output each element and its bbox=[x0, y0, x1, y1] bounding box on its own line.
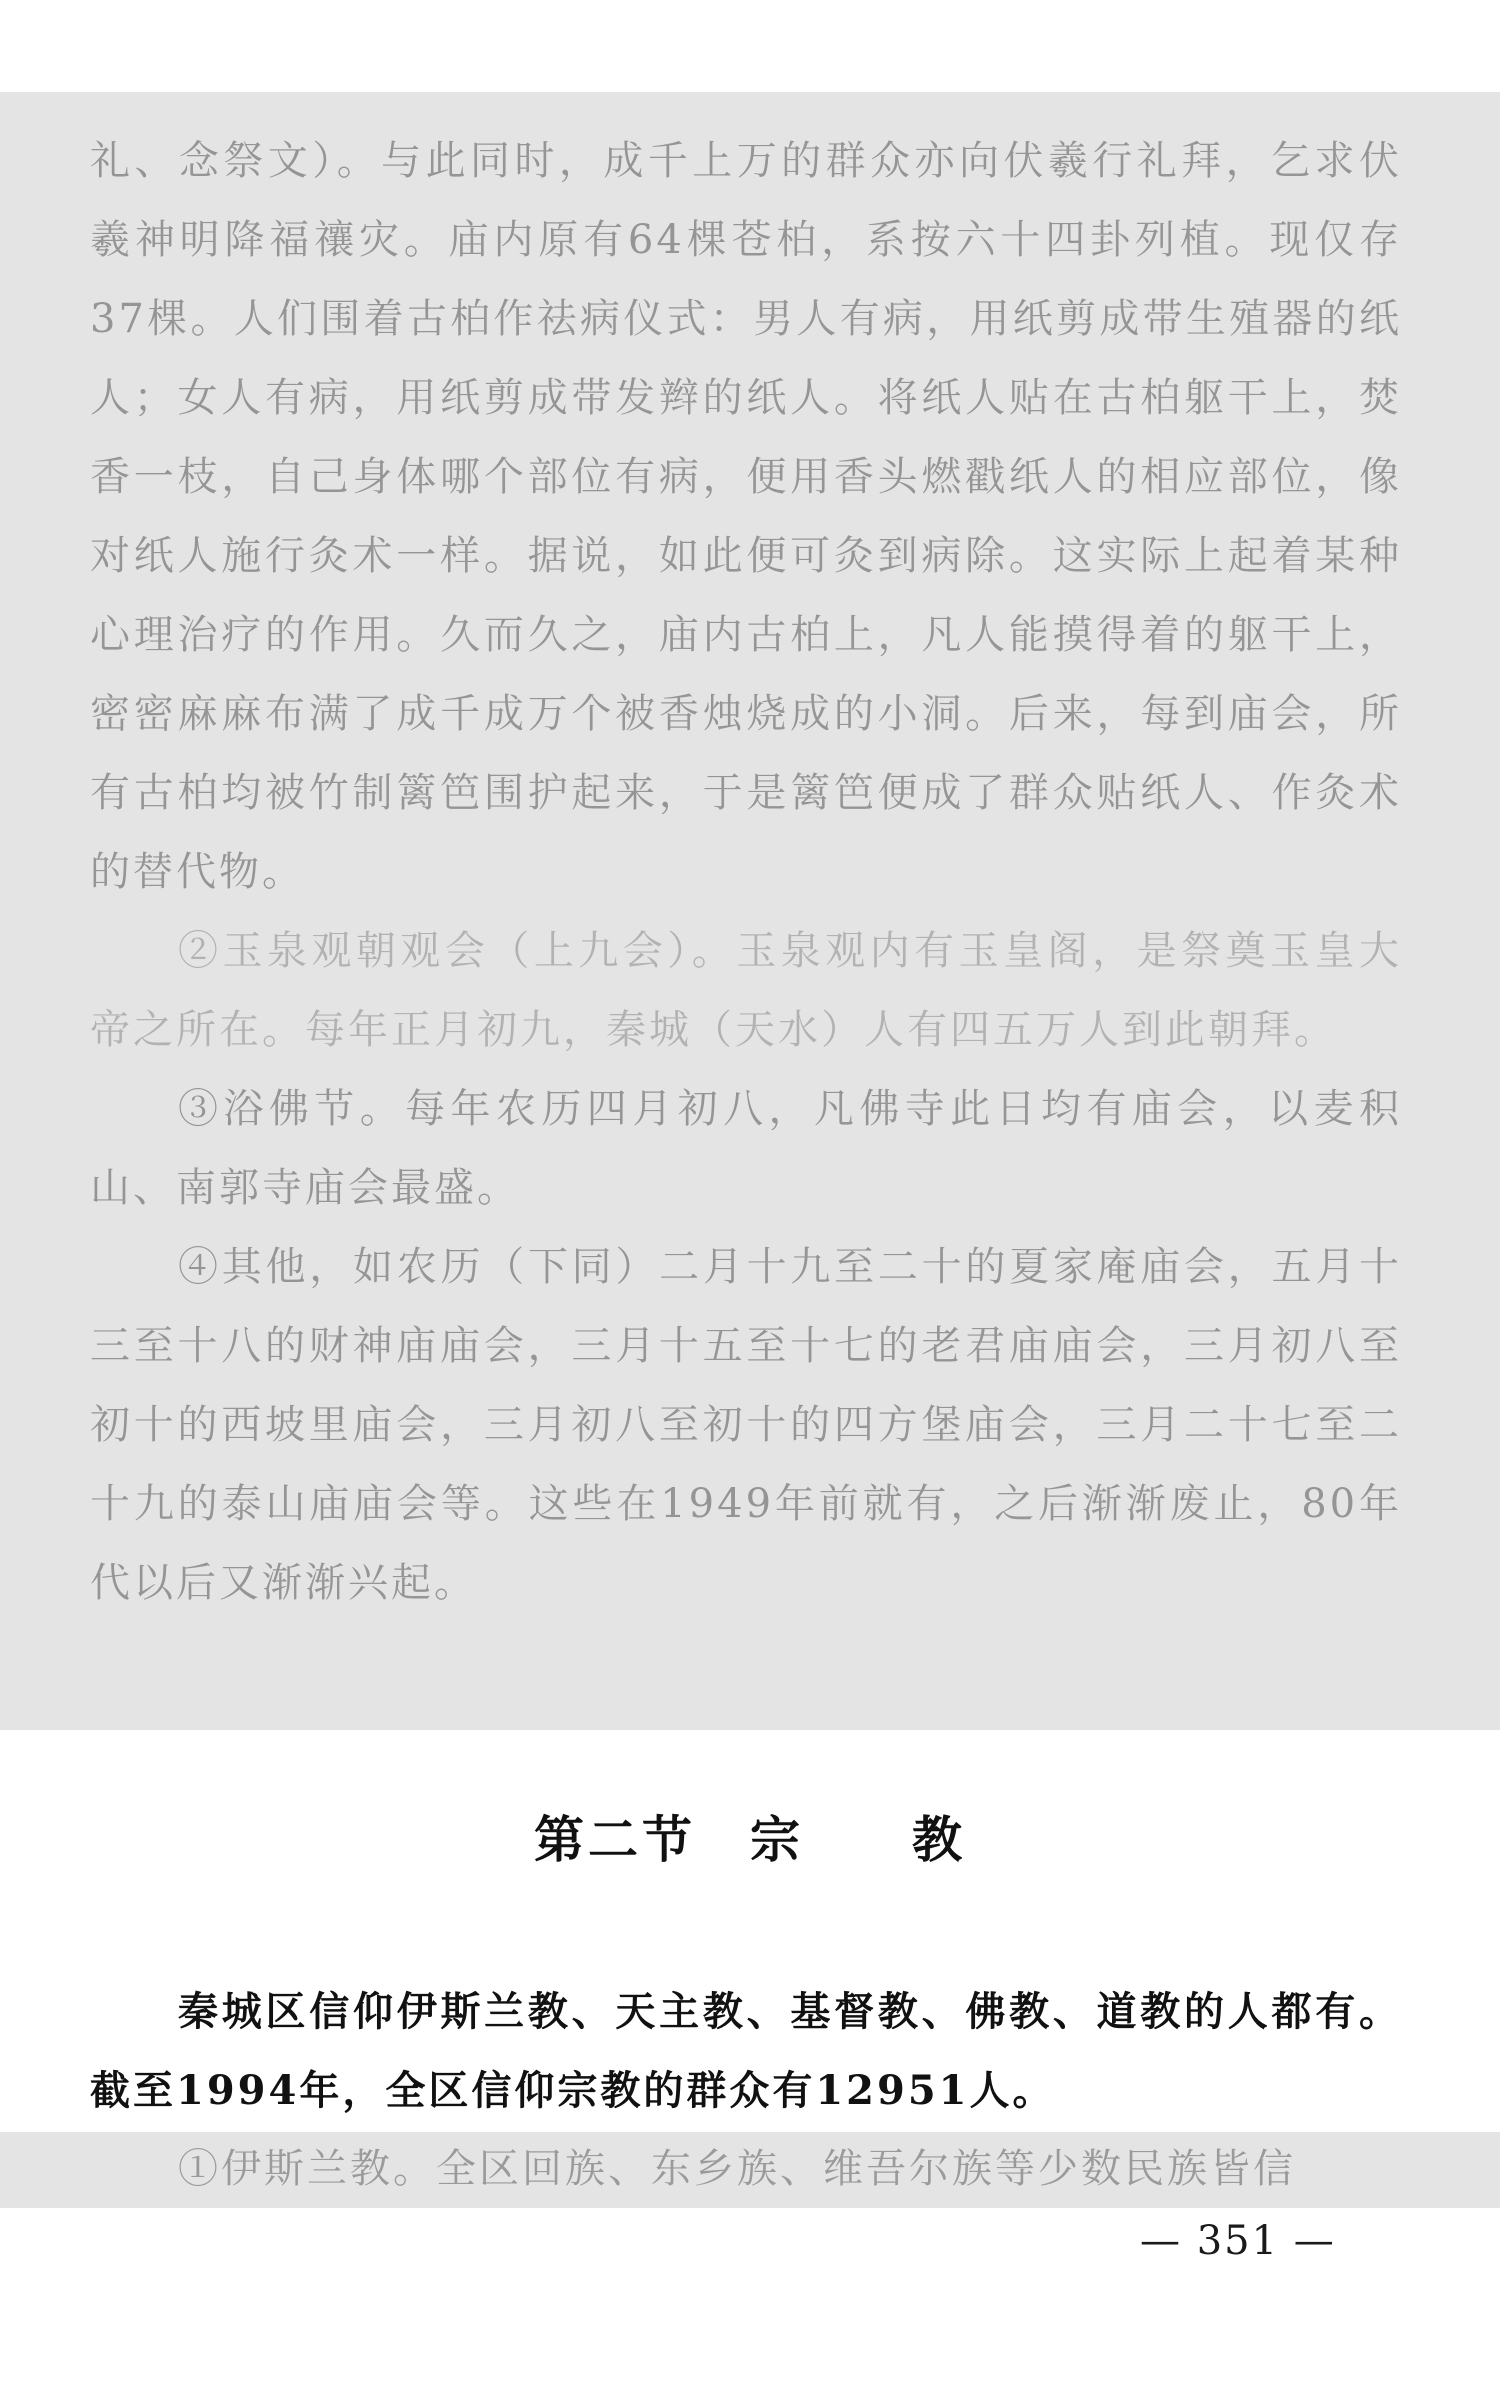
paragraph-islam: ①伊斯兰教。全区回族、东乡族、维吾尔族等少数民族皆信 bbox=[178, 2146, 1296, 2192]
page-number: — 351 — bbox=[1140, 2218, 1336, 2264]
body-text-block bbox=[90, 1972, 1402, 2130]
paragraph-buddha-bathing: ③浴佛节。每年农历四月初八，凡佛寺此日均有庙会，以麦积山、南郭寺庙会最盛。 bbox=[90, 1086, 1402, 1211]
paragraph-religion-intro: 秦城区信仰伊斯兰教、天主教、基督教、佛教、道教的人都有。截至1994年，全区信仰宗教的群众有12951人。 bbox=[90, 1988, 1402, 2114]
bottom-text-block bbox=[90, 2130, 1402, 2209]
top-text-block bbox=[90, 122, 1402, 1623]
paragraph-yuquan-guan: ②玉泉观朝观会（上九会）。玉泉观内有玉皇阁，是祭奠玉皇大帝之所在。每年正月初九，秦城（天水）人有四五万人到此朝拜。 bbox=[90, 928, 1402, 1053]
paragraph-temple-rituals: 礼、念祭文）。与此同时，成千上万的群众亦向伏羲行礼拜，乞求伏羲神明降福禳灾。庙内原有64棵苍柏，系按六十四卦列植。现仅存37棵。人们围着古柏作祛病仪式：男人有病，用纸剪成带生殖器的纸人；女人有病，用纸剪成带发辫的纸人。将纸人贴在古柏躯干上，焚香一枝，自己身体哪个部位有病，便用香头燃戳纸人的相应部位，像对纸人施行灸术一样。据说，如此便可灸到病除。这实际上起着某种心理治疗的作用。久而久之，庙内古柏上，凡人能摸得着的躯干上，密密麻麻布满了成千成万个被香烛烧成的小洞。后来，每到庙会，所有古柏均被竹制篱笆围护起来，于是篱笆便成了群众贴纸人、作灸术的替代物。 bbox=[90, 138, 1402, 895]
paragraph-other-fairs: ④其他，如农历（下同）二月十九至二十的夏家庵庙会，五月十三至十八的财神庙庙会，三月十五至十七的老君庙庙会，三月初八至初十的西坡里庙会，三月初八至初十的四方堡庙会，三月二十七至二十九的泰山庙庙会等。这些在1949年前就有，之后渐渐废止，80年代以后又渐渐兴起。 bbox=[90, 1244, 1402, 1606]
section-title: 第二节 宗 教 bbox=[534, 1810, 966, 1869]
